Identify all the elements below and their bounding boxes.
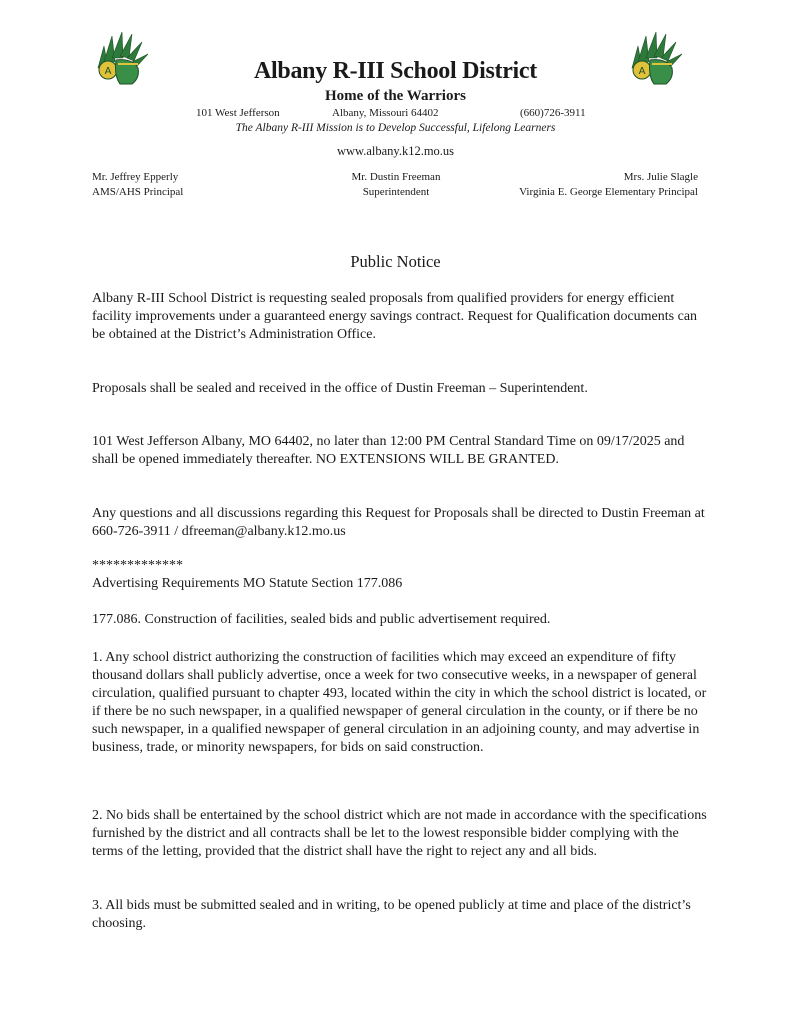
staff-name: Mr. Jeffrey Epperly: [92, 171, 179, 183]
staff-principal-elementary: [519, 170, 698, 200]
staff-title: Virginia E. George Elementary Principal: [519, 186, 698, 198]
street-address: 101 West Jefferson: [196, 107, 280, 119]
district-name: Albany R-III School District: [254, 58, 537, 84]
staff-name: Mr. Dustin Freeman: [351, 171, 441, 183]
staff-name: Mrs. Julie Slagle: [623, 171, 698, 183]
svg-text:A: A: [638, 66, 646, 77]
notice-paragraph: Albany R-III School District is requesting sealed proposals from qualified providers for energy efficient facility improvements under a guaranteed energy savings contract. Request for Qualification documents can be obtained at the District’s Administration Office.: [92, 291, 698, 342]
notice-paragraph: 101 West Jefferson Albany, MO 64402, no later than 12:00 PM Central Standard Time on 09/17/2025 and shall be opened immediately thereafter. NO EXTENSIONS WILL BE GRANTED.: [92, 434, 685, 467]
svg-text:A: A: [104, 66, 112, 77]
district-tagline: Home of the Warriors: [325, 88, 466, 104]
statute-heading: ************* Advertising Requirements MO Statute Section 177.086: [92, 558, 403, 591]
statute-clause-3: 3. All bids must be submitted sealed and in writing, to be opened publicly at time and place of the district’s choosing.: [92, 898, 691, 931]
staff-title: AMS/AHS Principal: [92, 186, 184, 198]
website-link[interactable]: www.albany.k12.mo.us: [336, 144, 455, 158]
staff-title: Superintendent: [362, 186, 430, 198]
statute-clause-2: 2. No bids shall be entertained by the school district which are not made in accordance with the specifications furnished by the district and all contracts shall be let to the lowest responsible bidder complying with the terms of the letting, provided that the district shall have the right to reject any and all bids.: [92, 808, 707, 859]
statute-clause-1: 1. Any school district authorizing the construction of facilities which may exceed an expenditure of fifty thousand dollars shall publicly advertise, once a week for two consecutive weeks, in a newspaper of general circulation, qualified pursuant to chapter 493, located within the city in which the school district is located, or if there be no such newspaper, in a qualified newspaper of general circulation in the county, or if there be no such newspaper, in a qualified newspaper of general circulation in an adjoining county, and may advertise in business, trade, or minority newspapers, for bids on said construction.: [92, 650, 707, 755]
notice-paragraph: Proposals shall be sealed and received in the office of Dustin Freeman – Superintendent.: [92, 381, 588, 396]
phone-number: (660)726-3911: [520, 107, 586, 119]
staff-principal-secondary: [92, 170, 183, 200]
mission-statement: The Albany R-III Mission is to Develop Successful, Lifelong Learners: [235, 122, 556, 134]
statute-title: 177.086. Construction of facilities, sealed bids and public advertisement required.: [92, 612, 551, 627]
city-state-zip: Albany, Missouri 64402: [332, 107, 439, 119]
staff-superintendent: [296, 170, 496, 200]
notice-paragraph: Any questions and all discussions regarding this Request for Proposals shall be directed to Dustin Freeman at 660-726-3911 / dfreeman@albany.k12.mo.us: [92, 506, 705, 539]
notice-title: Public Notice: [350, 252, 441, 271]
